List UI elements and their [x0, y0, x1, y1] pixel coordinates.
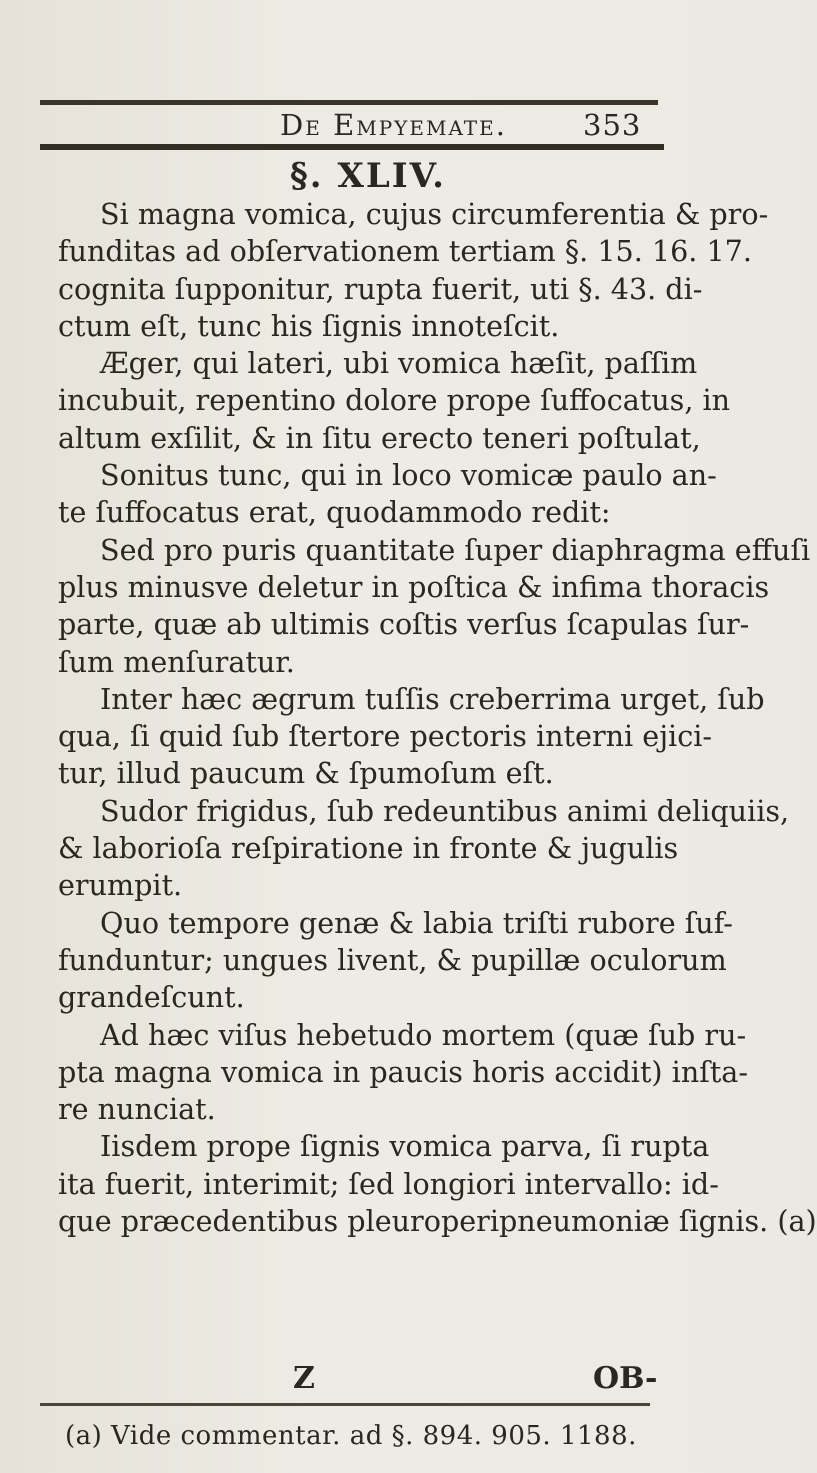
page-number: 353: [583, 108, 642, 142]
text-line: re nunciat.: [58, 1092, 216, 1127]
catchword: OB-: [593, 1361, 658, 1396]
text-line: Sed pro puris quantitate ſuper diaphragma effuſi: [100, 532, 811, 567]
text-line: funditas ad obſervationem tertiam §. 15. 16. 17.: [58, 234, 752, 269]
section-heading: §. XLIV.: [290, 156, 446, 196]
text-line: Iisdem prope ſignis vomica parva, ſi rupta: [100, 1129, 710, 1164]
text-line: altum exſilit, & in ſitu erecto teneri poſtulat,: [58, 420, 701, 455]
text-line: Æger, qui lateri, ubi vomica hæſit, paſſim: [100, 346, 698, 381]
text-line: incubuit, repentino dolore prope ſuffocatus, in: [58, 383, 731, 418]
running-head: [0, 104, 800, 144]
text-line: plus minusve deletur in poſtica & infima thoracis: [58, 569, 770, 604]
text-line: ſum menſuratur.: [58, 644, 295, 679]
text-line: cognita ſupponitur, rupta fuerit, uti §. 43. di-: [58, 271, 703, 306]
text-line: tur, illud paucum & ſpumoſum eſt.: [58, 756, 554, 791]
text-line: ita fuerit, interimit; ſed longiori intervallo: id-: [58, 1166, 719, 1201]
header-rule-bottom: [40, 144, 664, 150]
text-line: parte, quæ ab ultimis coſtis verſus ſcapulas ſur-: [58, 607, 750, 642]
text-line: Sonitus tunc, qui in loco vomicæ paulo an-: [100, 458, 717, 493]
text-line: Ad hæc viſus hebetudo mortem (quæ ſub ru-: [100, 1017, 747, 1052]
text-line: pta magna vomica in paucis horis accidit) inſta-: [58, 1054, 749, 1089]
text-line: qua, ſi quid ſub ſtertore pectoris interni ejici-: [58, 719, 713, 754]
text-line: grandeſcunt.: [58, 980, 245, 1015]
text-line: Quo tempore genæ & labia triſti rubore ſuf-: [100, 905, 733, 940]
signature-mark: Z: [293, 1361, 315, 1396]
text-line: ctum eſt, tunc his ſignis innoteſcit.: [58, 308, 560, 343]
text-line: te ſuffocatus erat, quodammodo redit:: [58, 495, 611, 530]
text-line: & laborioſa reſpiratione in fronte & jugulis: [58, 831, 679, 866]
text-line: erumpit.: [58, 868, 183, 903]
text-line: Sudor frigidus, ſub redeuntibus animi deliquiis,: [100, 793, 790, 828]
text-line: Si magna vomica, cujus circumferentia & pro-: [100, 197, 769, 231]
text-line: que præcedentibus pleuroperipneumoniæ ſignis. (a): [58, 1204, 817, 1239]
body-text: [58, 196, 817, 1240]
footnote: (a) Vide commentar. ad §. 894. 905. 1188.: [65, 1421, 637, 1451]
running-title: De Empyemate.: [280, 108, 507, 142]
text-line: Inter hæc ægrum tuſſis creberrima urget, ſub: [100, 681, 765, 716]
text-line: funduntur; ungues livent, & pupillæ oculorum: [58, 942, 727, 977]
footnote-rule: [40, 1403, 650, 1406]
